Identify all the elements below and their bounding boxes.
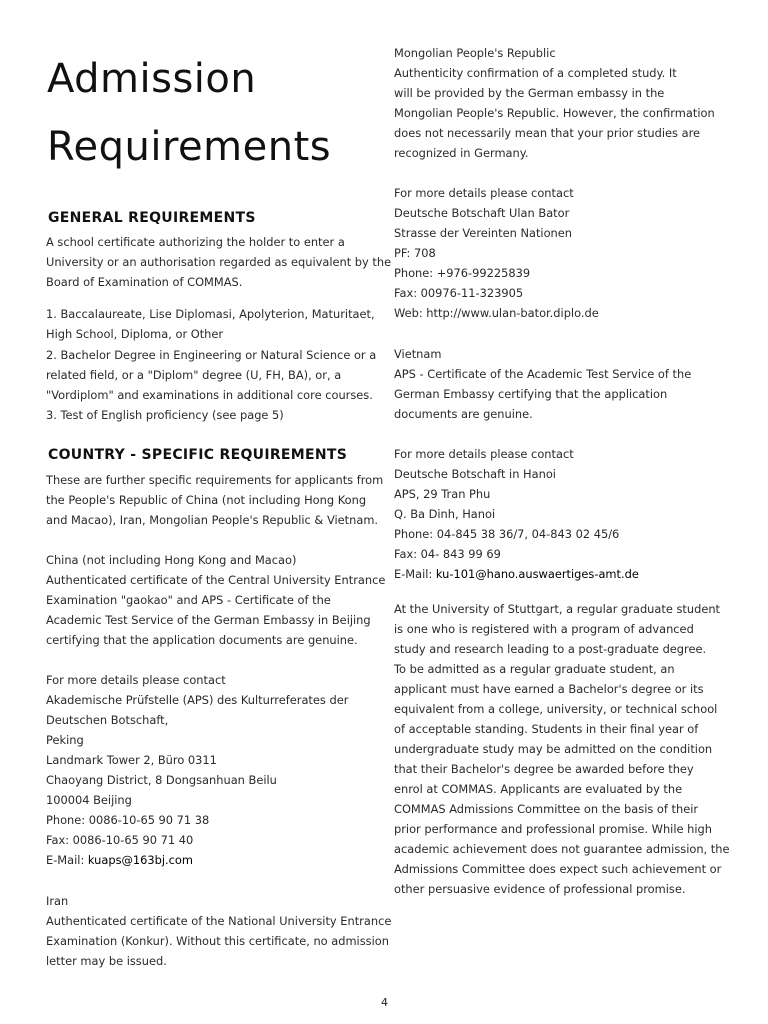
page-title-line-1: Admission xyxy=(47,56,257,102)
text-line: and Macao), Iran, Mongolian People's Republic & Vietnam. xyxy=(46,513,379,527)
text-line: Vietnam xyxy=(394,347,442,361)
text-line: Mongolian People's Republic xyxy=(394,46,556,60)
vietnam-email-link[interactable]: ku-101@hano.auswaertiges-amt.de xyxy=(435,567,639,581)
general-intro xyxy=(46,232,391,292)
text-line: 2. Bachelor Degree in Engineering or Natural Science or a xyxy=(46,348,377,362)
text-line: Akademische Prüfstelle (APS) des Kulturreferates der xyxy=(46,693,349,707)
general-item-1 xyxy=(46,304,375,344)
text-line: APS - Certificate of the Academic Test Service of the xyxy=(394,367,692,381)
text-line: study and research leading to a post-graduate degree. xyxy=(394,642,707,656)
stuttgart-graduate-info xyxy=(394,599,729,899)
text-line: Chaoyang District, 8 Dongsanhuan Beilu xyxy=(46,773,277,787)
text-line: of acceptable standing. Students in their final year of xyxy=(394,722,699,736)
text-line: University or an authorisation regarded as equivalent by the xyxy=(46,255,392,269)
text-line: Phone: 04-845 38 36/7, 04-843 02 45/6 xyxy=(394,527,620,541)
text-line: China (not including Hong Kong and Macao) xyxy=(46,553,297,567)
general-item-3 xyxy=(46,405,284,425)
text-line: COMMAS Admissions Committee on the basis of their xyxy=(394,802,699,816)
text-line: Fax: 04- 843 99 69 xyxy=(394,547,501,561)
text-line: Examination (Konkur). Without this certificate, no admission xyxy=(46,934,389,948)
vietnam-email-line xyxy=(394,564,639,584)
text-line: A school certificate authorizing the holder to enter a xyxy=(46,235,345,249)
general-requirements-heading: GENERAL REQUIREMENTS xyxy=(48,210,256,226)
text-line: undergraduate study may be admitted on the condition xyxy=(394,742,713,756)
text-line: related field, or a "Diplom" degree (U, FH, BA), or, a xyxy=(46,368,342,382)
text-line: PF: 708 xyxy=(394,246,436,260)
text-line: documents are genuine. xyxy=(394,407,533,421)
china-requirements xyxy=(46,550,385,650)
text-line: Authenticated certificate of the Central University Entrance xyxy=(46,573,386,587)
text-line: will be provided by the German embassy in the xyxy=(394,86,665,100)
general-item-2 xyxy=(46,345,376,405)
text-line: At the University of Stuttgart, a regular graduate student xyxy=(394,602,721,616)
mongolia-contact xyxy=(394,183,599,323)
email-label: E-Mail: xyxy=(394,567,436,581)
text-line: Deutsche Botschaft Ulan Bator xyxy=(394,206,570,220)
text-line: Strasse der Vereinten Nationen xyxy=(394,226,572,240)
email-label: E-Mail: xyxy=(46,853,88,867)
china-email-link[interactable]: kuaps@163bj.com xyxy=(87,853,193,867)
text-line: enrol at COMMAS. Applicants are evaluated by the xyxy=(394,782,683,796)
text-line: recognized in Germany. xyxy=(394,146,529,160)
china-email-line xyxy=(46,850,348,870)
text-line: 1. Baccalaureate, Lise Diplomasi, Apolyterion, Maturitaet, xyxy=(46,307,375,321)
text-line: Fax: 0086-10-65 90 71 40 xyxy=(46,833,194,847)
text-line: that their Bachelor's degree be awarded before they xyxy=(394,762,694,776)
iran-requirements xyxy=(46,891,391,971)
text-line: equivalent from a college, university, or technical school xyxy=(394,702,718,716)
text-line: German Embassy certifying that the application xyxy=(394,387,668,401)
text-line: For more details please contact xyxy=(394,186,574,200)
text-line: applicant must have earned a Bachelor's degree or its xyxy=(394,682,704,696)
text-line: These are further specific requirements for applicants from xyxy=(46,473,384,487)
text-line: Iran xyxy=(46,894,69,908)
text-line: the People's Republic of China (not including Hong Kong xyxy=(46,493,367,507)
text-line: Academic Test Service of the German Embassy in Beijing xyxy=(46,613,371,627)
text-line: Authenticity confirmation of a completed study. It xyxy=(394,66,677,80)
text-line: Deutschen Botschaft, xyxy=(46,713,169,727)
text-line: High School, Diploma, or Other xyxy=(46,327,224,341)
text-line: 3. Test of English proficiency (see page 5) xyxy=(46,408,284,422)
country-requirements-heading: COUNTRY - SPECIFIC REQUIREMENTS xyxy=(48,447,348,463)
text-line: "Vordiplom" and examinations in additional core courses. xyxy=(46,388,373,402)
vietnam-requirements xyxy=(394,344,691,424)
text-line: Fax: 00976-11-323905 xyxy=(394,286,524,300)
text-line: does not necessarily mean that your prior studies are xyxy=(394,126,701,140)
text-line: 100004 Beijing xyxy=(46,793,132,807)
text-line: Examination "gaokao" and APS - Certificate of the xyxy=(46,593,331,607)
text-line: other persuasive evidence of professional promise. xyxy=(394,882,686,896)
text-line: Q. Ba Dinh, Hanoi xyxy=(394,507,496,521)
page-number: 4 xyxy=(381,996,388,1009)
text-line: Board of Examination of COMMAS. xyxy=(46,275,243,289)
text-line: For more details please contact xyxy=(394,447,574,461)
text-line: Landmark Tower 2, Büro 0311 xyxy=(46,753,217,767)
country-intro xyxy=(46,470,383,530)
text-line: Mongolian People's Republic. However, the confirmation xyxy=(394,106,715,120)
text-line: Phone: 0086-10-65 90 71 38 xyxy=(46,813,210,827)
vietnam-contact xyxy=(394,444,639,584)
text-line: is one who is registered with a program of advanced xyxy=(394,622,694,636)
text-line: To be admitted as a regular graduate student, an xyxy=(394,662,675,676)
text-line: certifying that the application documents are genuine. xyxy=(46,633,358,647)
text-line: letter may be issued. xyxy=(46,954,167,968)
text-line: academic achievement does not guarantee admission, the xyxy=(394,842,730,856)
text-line: For more details please contact xyxy=(46,673,226,687)
text-line: prior performance and professional promise. While high xyxy=(394,822,712,836)
china-contact xyxy=(46,670,348,870)
text-line: Admissions Committee does expect such achievement or xyxy=(394,862,722,876)
text-line: Phone: +976-99225839 xyxy=(394,266,531,280)
text-line: Peking xyxy=(46,733,84,747)
mongolia-requirements xyxy=(394,43,715,163)
text-line: Web: http://www.ulan-bator.diplo.de xyxy=(394,306,599,320)
text-line: Deutsche Botschaft in Hanoi xyxy=(394,467,556,481)
text-line: Authenticated certificate of the National University Entrance xyxy=(46,914,392,928)
text-line: APS, 29 Tran Phu xyxy=(394,487,491,501)
page-title-line-2: Requirements xyxy=(47,124,332,170)
